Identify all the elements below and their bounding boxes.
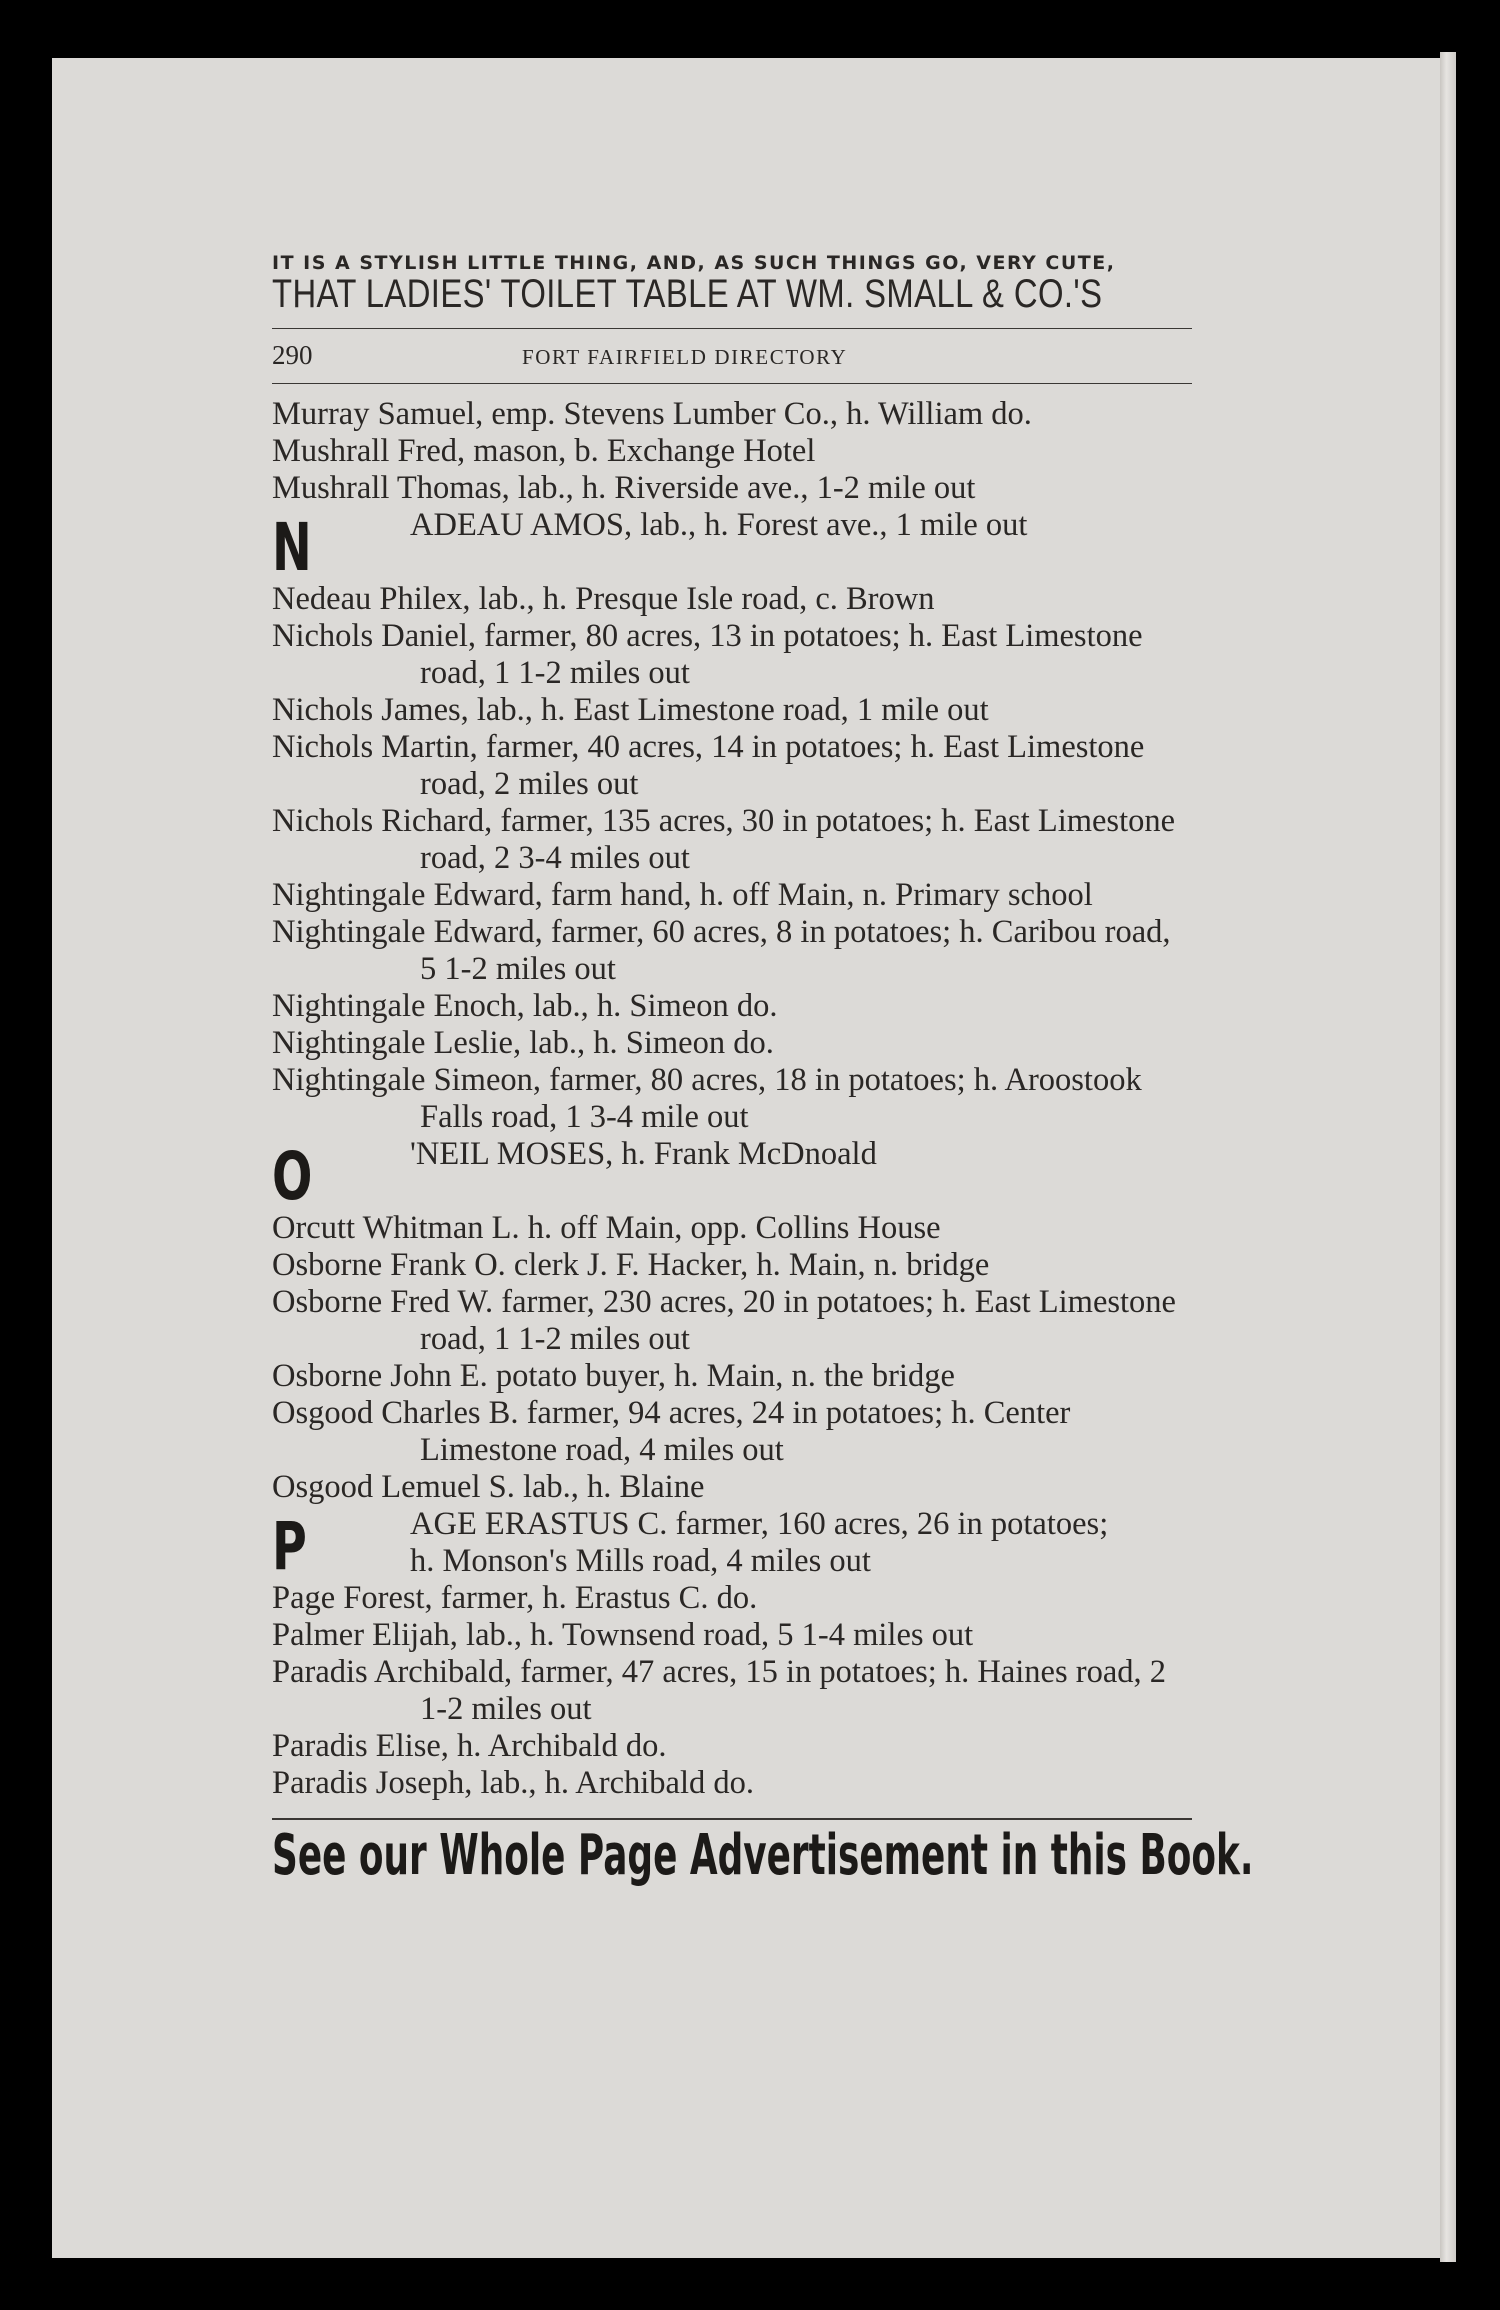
top-advertisement-line1: IT IS A STYLISH LITTLE THING, AND, AS SUCH THINGS GO, VERY CUTE, bbox=[272, 252, 1116, 274]
entry-text: ADEAU AMOS, lab., h. Forest ave., 1 mile out bbox=[410, 507, 1028, 543]
directory-entry: Nichols James, lab., h. East Limestone road, 1 mile out bbox=[272, 692, 989, 728]
directory-entry: Osborne John E. potato buyer, h. Main, n. the bridge bbox=[272, 1358, 955, 1394]
directory-entry-dropcap bbox=[272, 1506, 1192, 1585]
directory-entries bbox=[272, 396, 1192, 1802]
top-advertisement-line2: THAT LADIES' TOILET TABLE AT WM. SMALL & CO.'S bbox=[272, 272, 1103, 316]
page-number: 290 bbox=[272, 340, 313, 370]
directory-entry: Osborne Frank O. clerk J. F. Hacker, h. Main, n. bridge bbox=[272, 1247, 990, 1283]
directory-entry: Nichols Martin, farmer, 40 acres, 14 in potatoes; h. East Limestone road, 2 miles out bbox=[272, 729, 1145, 802]
directory-entry: Orcutt Whitman L. h. off Main, opp. Collins House bbox=[272, 1210, 941, 1246]
directory-entry-dropcap bbox=[272, 507, 1192, 586]
running-header bbox=[272, 329, 1192, 381]
bottom-advertisement: See our Whole Page Advertisement in this Book. bbox=[272, 1823, 1254, 1888]
directory-entry: Osgood Lemuel S. lab., h. Blaine bbox=[272, 1469, 705, 1505]
directory-entry: Osgood Charles B. farmer, 94 acres, 24 in potatoes; h. Center Limestone road, 4 miles out bbox=[272, 1395, 1071, 1468]
directory-entry: Nightingale Edward, farmer, 60 acres, 8 in potatoes; h. Caribou road, 5 1-2 miles out bbox=[272, 914, 1171, 987]
header-rule-bottom bbox=[272, 383, 1192, 384]
directory-entry: Nichols Daniel, farmer, 80 acres, 13 in potatoes; h. East Limestone road, 1 1-2 miles out bbox=[272, 618, 1143, 691]
footer-rule bbox=[272, 1818, 1192, 1820]
entry-text-continuation: h. Monson's Mills road, 4 miles out bbox=[410, 1543, 871, 1579]
directory-entry: Paradis Elise, h. Archibald do. bbox=[272, 1728, 667, 1764]
directory-entry: Nightingale Edward, farm hand, h. off Main, n. Primary school bbox=[272, 877, 1093, 913]
entry-text: 'NEIL MOSES, h. Frank McDnoald bbox=[410, 1136, 877, 1172]
directory-entry: Paradis Joseph, lab., h. Archibald do. bbox=[272, 1765, 755, 1801]
drop-cap-letter: N bbox=[272, 509, 312, 586]
drop-cap-letter: P bbox=[272, 1508, 307, 1585]
directory-entry: Mushrall Fred, mason, b. Exchange Hotel bbox=[272, 433, 816, 469]
running-title: FORT FAIRFIELD DIRECTORY bbox=[522, 345, 848, 369]
directory-entry: Palmer Elijah, lab., h. Townsend road, 5 1-4 miles out bbox=[272, 1617, 974, 1653]
page-edge bbox=[1440, 52, 1456, 2262]
directory-entry: Nightingale Enoch, lab., h. Simeon do. bbox=[272, 988, 778, 1024]
directory-entry: Nightingale Leslie, lab., h. Simeon do. bbox=[272, 1025, 774, 1061]
directory-entry: Nichols Richard, farmer, 135 acres, 30 in potatoes; h. East Limestone road, 2 3-4 miles out bbox=[272, 803, 1176, 876]
directory-entry: Nightingale Simeon, farmer, 80 acres, 18 in potatoes; h. Aroostook Falls road, 1 3-4 mile out bbox=[272, 1062, 1142, 1135]
directory-entry: Murray Samuel, emp. Stevens Lumber Co., h. William do. bbox=[272, 396, 1032, 432]
entry-text: AGE ERASTUS C. farmer, 160 acres, 26 in potatoes; bbox=[410, 1506, 1109, 1542]
directory-entry: Page Forest, farmer, h. Erastus C. do. bbox=[272, 1580, 758, 1616]
directory-entry-dropcap bbox=[272, 1136, 1192, 1215]
drop-cap-letter: O bbox=[272, 1138, 313, 1215]
directory-entry: Nedeau Philex, lab., h. Presque Isle road, c. Brown bbox=[272, 581, 935, 617]
directory-entry: Osborne Fred W. farmer, 230 acres, 20 in potatoes; h. East Limestone road, 1 1-2 miles out bbox=[272, 1284, 1176, 1357]
directory-entry: Mushrall Thomas, lab., h. Riverside ave., 1-2 mile out bbox=[272, 470, 976, 506]
directory-entry: Paradis Archibald, farmer, 47 acres, 15 in potatoes; h. Haines road, 2 1-2 miles out bbox=[272, 1654, 1166, 1727]
page-content bbox=[272, 252, 1254, 1888]
